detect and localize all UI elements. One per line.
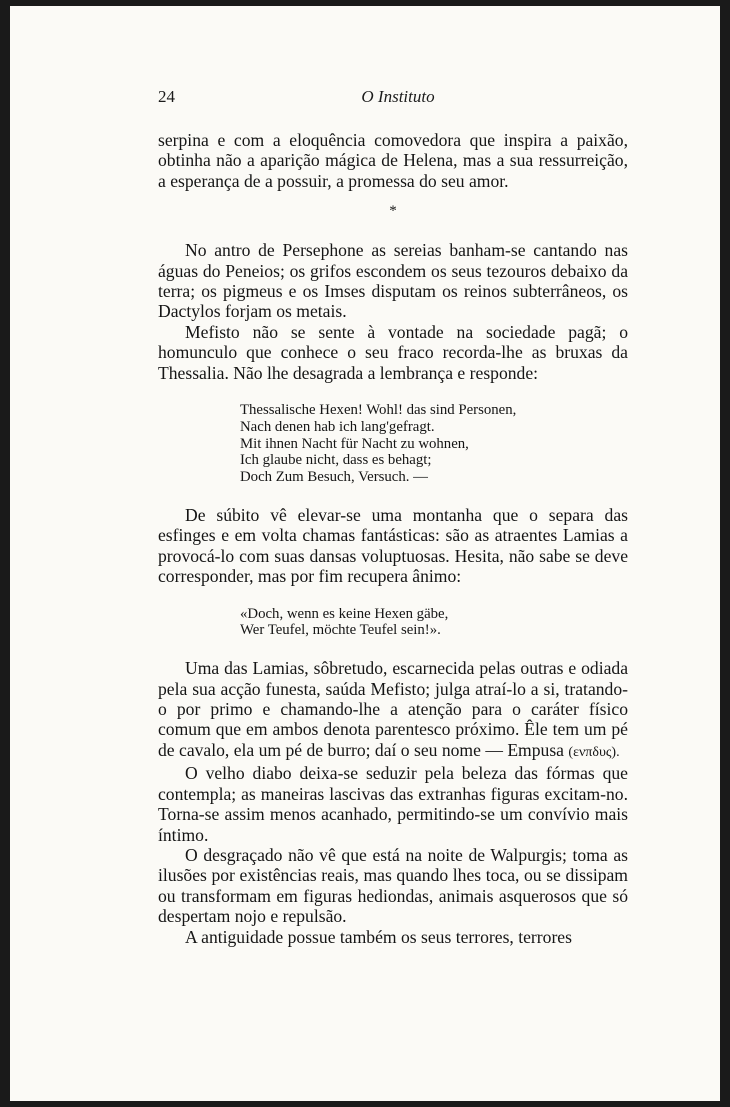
paragraph-continuation: serpina e com a eloquência comovedora que inspira a paixão, obtinha não a aparição mágica de Helena, mas a sua ressurreição, a esperança de a possuir, a promessa do seu amor. (158, 130, 628, 191)
paragraph-persephone: No antro de Persephone as sereias banham-se cantando nas águas do Peneios; os grifos escondem os seus tezouros debaixo da terra; os pigmeus e os Imses disputam os reinos subterrâneos, os Dactylos forjam os metais. (158, 240, 628, 322)
verse-quote-thessalische (240, 402, 628, 486)
verse-line: Wer Teufel, möchte Teufel sein!». (240, 622, 441, 639)
running-title: O Instituto (361, 87, 435, 106)
paragraph-mefisto: Mefisto não se sente à vontade na sociedade pagã; o homunculo que conhece o seu fraco recorda-lhe as bruxas da Thessalia. Não lhe desagrada a lembrança e responde: (158, 321, 628, 383)
verse-line: Mit ihnen Nacht für Nacht zu wohnen, (240, 435, 469, 452)
page-header (158, 87, 638, 109)
paragraph-walpurgis: O desgraçado não vê que está na noite de Walpurgis; toma as ilusões por existências reais, mas quando lhes toca, ou se dissipam ou transformam em figuras hediondas, animais asquerosos que só despertam nojo e repulsão. (158, 844, 628, 927)
section-separator: * (389, 203, 397, 220)
verse-line: Ich glaube nicht, dass es behagt; (240, 452, 432, 469)
greek-word: (ενπδυς). (568, 744, 620, 760)
verse-line: Thessalische Hexen! Wohl! das sind Personen, (240, 402, 517, 419)
verse-quote-hexen (240, 606, 628, 640)
page-number: 24 (158, 87, 175, 106)
paragraph-antiguidade: A antiguidade possue também os seus terrores, terrores (185, 926, 572, 947)
page-body (158, 130, 628, 947)
paragraph-montanha: De súbito vê elevar-se uma montanha que o separa das esfinges e em volta chamas fantásticas: são as atraentes Lamias a provocá-lo com suas dansas voluptuosas. Hesita, não sabe se deve corresponder, mas por fim recupera ânimo: (158, 505, 628, 587)
verse-line: Nach denen hab ich lang'gefragt. (240, 418, 435, 435)
verse-line: «Doch, wenn es keine Hexen gäbe, (240, 605, 449, 622)
verse-line: Doch Zum Besuch, Versuch. — (240, 469, 428, 486)
paragraph-lamias-text: Uma das Lamias, sôbretudo, escarnecida pelas outras e odiada pela sua acção funesta, saúda Mefisto; julga atraí-lo a si, tratando-o por primo e chamando-lhe a atenção para o caráter físico comum que em ambos denota parentesco próximo. Êle tem um pé de cavalo, ela um pé de burro; daí o seu nome — Empusa (158, 658, 628, 760)
book-page (10, 6, 720, 1101)
paragraph-lamias (158, 658, 628, 763)
paragraph-velho-diabo: O velho diabo deixa-se seduzir pela beleza das fórmas que contempla; as maneiras lascivas das extranhas figuras excitam-no. Torna-se assim menos acanhado, permitindo-se um convívio mais íntimo. (158, 763, 628, 845)
